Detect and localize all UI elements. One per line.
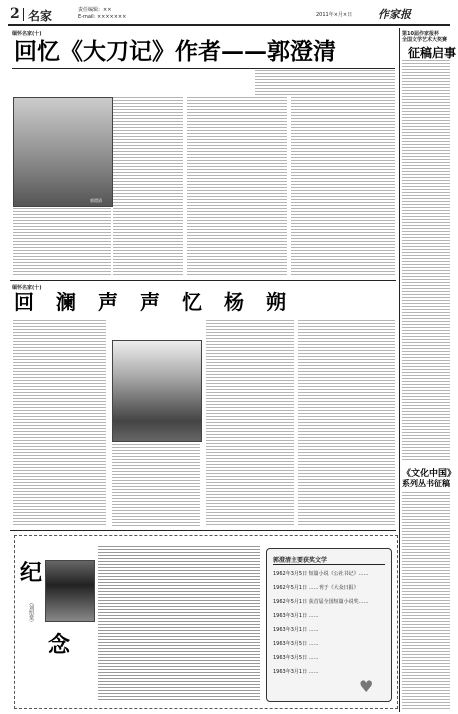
bottom-feature-text [98, 546, 260, 702]
award-list-item: 1963年3月5日 …… [273, 655, 319, 661]
editor-line-1: 责任编辑：×× [78, 7, 112, 13]
article1-headline-rule [12, 68, 395, 69]
award-list-item: 1963年3月5日 …… [273, 641, 319, 647]
article2-text-col4 [298, 320, 395, 527]
masthead-divider-v [23, 8, 24, 21]
article2-headline: 回澜声声忆杨朔 [14, 290, 308, 314]
article2-text-col1 [13, 320, 106, 527]
article1-kicker: 缅怀名家(十) [12, 31, 42, 37]
editor-line-2: E-mail: ××××××× [78, 14, 127, 20]
section-name: 名家 [28, 9, 53, 23]
article2-text-col3 [206, 320, 294, 527]
award-list-title: 郭澄清主要获奖文学 [273, 557, 328, 564]
liu-shaotang-photo [45, 560, 95, 622]
article1-text-col2 [187, 97, 287, 275]
award-list-box [266, 548, 392, 702]
masthead [8, 6, 450, 24]
sidebar-bottom-title-2: 系列丛书征稿 [402, 478, 450, 488]
sidebar-text-1 [402, 60, 450, 460]
sidebar-top-label: 第10届作家报杯 [402, 31, 439, 37]
article1-headline: 回忆《大刀记》作者——郭澄清 [14, 38, 336, 65]
paper-name: 作家报 [378, 8, 411, 21]
award-list-title-rule [273, 564, 385, 565]
yang-shuo-photo [112, 340, 202, 442]
award-list-item: 1963年3月1日 …… [273, 613, 319, 619]
date-line: 2011年×月×日 [316, 12, 353, 18]
article1-text-col4 [255, 70, 395, 96]
article1-text-col1 [113, 97, 183, 275]
bottom-feature-rule [10, 530, 396, 531]
article1-text-col1b [13, 208, 111, 275]
article2-kicker: 缅怀名家(十) [12, 285, 42, 291]
side-char-2: 念 [48, 632, 71, 658]
sidebar-top-label-2: 全国文学艺术大奖赛 [402, 37, 448, 43]
side-char-1: 纪 [20, 560, 43, 586]
sidebar-text-2 [402, 492, 450, 710]
sidebar-bottom-title: 《文化中国》 [402, 469, 457, 479]
page-number: 2 [10, 6, 20, 22]
sidebar-title: 征稿启事 [408, 46, 457, 60]
award-list-item: 1962年3月5日 短篇小说《公社书记》…… [273, 571, 369, 577]
sidebar-divider [399, 28, 400, 712]
masthead-rule [8, 24, 450, 26]
award-list-item: 1963年3月1日 …… [273, 669, 319, 675]
article1-text-col3 [291, 97, 395, 275]
award-list-item: 1962年5月1日 获首届全国短篇小说奖…… [273, 599, 369, 605]
heart-decoration-icon: ♥ [359, 677, 374, 696]
article2-text-col2 [112, 444, 200, 527]
award-list-item: 1962年5月1日 ……刊于《大众日报》 [273, 585, 359, 591]
award-list-item: 1963年3月1日 …… [273, 627, 319, 633]
vertical-name: （刘绍棠） [28, 600, 34, 625]
article-separator [10, 280, 396, 281]
article1-photo-caption: 郭澄清 [90, 198, 102, 203]
guo-chengqing-photo [13, 97, 113, 207]
